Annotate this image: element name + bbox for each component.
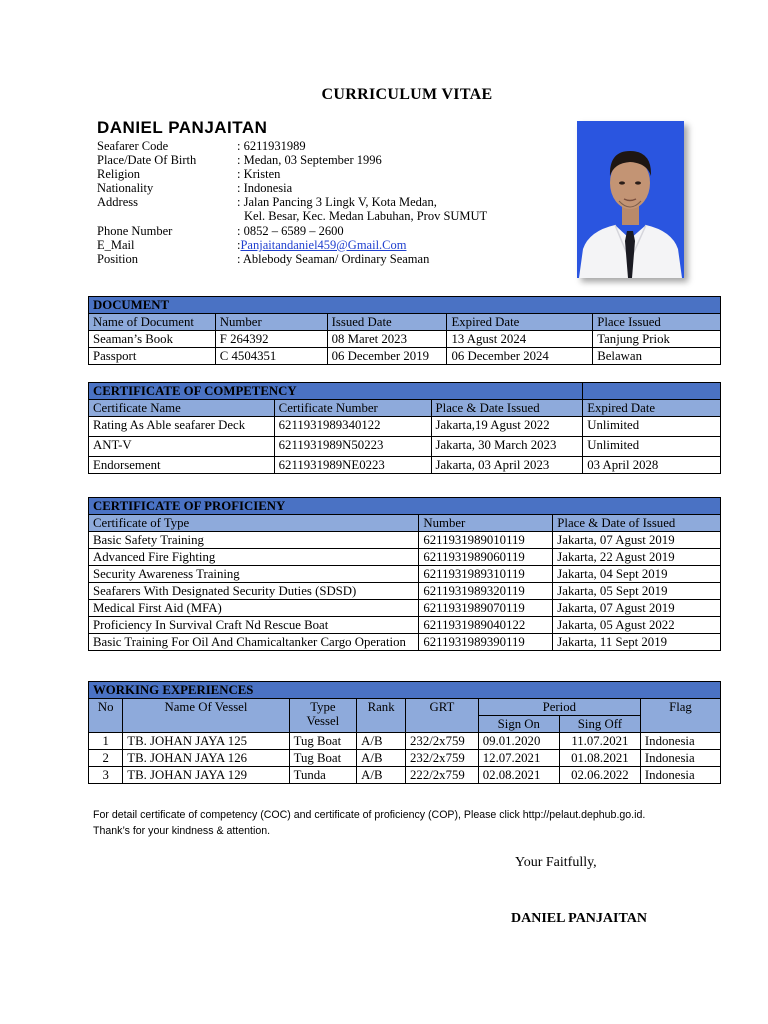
table-cell: A/B (357, 733, 406, 750)
column-header: Sign On (478, 716, 559, 733)
table-cell: Security Awareness Training (89, 566, 419, 583)
closing-text: Your Faitfully, (515, 855, 597, 870)
info-value: Kel. Besar, Kec. Medan Labuhan, Prov SUMUT (244, 209, 488, 224)
info-row (97, 224, 487, 238)
column-header: Expired Date (583, 400, 721, 417)
column-header: Type Vessel (289, 699, 357, 733)
info-value: : Medan, 03 September 1996 (237, 153, 382, 168)
column-header: Place & Date Issued (431, 400, 583, 417)
table-cell: Seafarers With Designated Security Duties (SDSD) (89, 583, 419, 600)
table-cell: TB. JOHAN JAYA 126 (123, 750, 289, 767)
applicant-name: DANIEL PANJAITAN (97, 118, 268, 137)
email-link[interactable]: Panjaitandaniel459@Gmail.Com (240, 237, 407, 252)
column-header: Sing Off (559, 716, 640, 733)
table-cell: Unlimited (583, 437, 721, 457)
table-cell: A/B (357, 767, 406, 784)
table-cell: Endorsement (89, 457, 275, 474)
table-cell: Jakarta, 05 Agust 2022 (553, 617, 721, 634)
info-value: : (237, 237, 241, 252)
table-cell: 02.08.2021 (478, 767, 559, 784)
table-cell: 08 Maret 2023 (327, 331, 447, 348)
profile-photo (577, 121, 684, 278)
table-cell: 01.08.2021 (559, 750, 640, 767)
info-value: : Indonesia (237, 181, 293, 196)
table-cell: Jakarta, 07 Agust 2019 (553, 532, 721, 549)
table-cell: 6211931989320119 (419, 583, 553, 600)
table-cell: Jakarta, 07 Agust 2019 (553, 600, 721, 617)
info-row (97, 252, 487, 266)
table-cell: Basic Safety Training (89, 532, 419, 549)
document-table (88, 296, 721, 365)
column-header: Certificate of Type (89, 515, 419, 532)
table-row (89, 750, 721, 767)
table-cell: Seaman’s Book (89, 331, 216, 348)
table-cell: Jakarta, 30 March 2023 (431, 437, 583, 457)
info-label: E_Mail (97, 237, 135, 252)
table-cell: 232/2x759 (406, 750, 479, 767)
info-row (97, 181, 487, 195)
table-row (89, 532, 721, 549)
column-header: Place Issued (593, 314, 721, 331)
table-cell: 2 (89, 750, 123, 767)
proficiency-table (88, 497, 721, 651)
info-value: : Jalan Pancing 3 Lingk V, Kota Medan, (237, 195, 437, 210)
table-row (89, 549, 721, 566)
column-header: Place & Date of Issued (553, 515, 721, 532)
section-header: WORKING EXPERIENCES (89, 682, 721, 699)
info-value: : Ablebody Seaman/ Ordinary Seaman (237, 251, 430, 266)
table-row (89, 634, 721, 651)
table-cell: Jakarta, 22 Agust 2019 (553, 549, 721, 566)
column-header: Number (419, 515, 553, 532)
column-header: Rank (357, 699, 406, 733)
document-title: CURRICULUM VITAE (321, 86, 493, 103)
personal-info (97, 139, 487, 266)
table-cell: 12.07.2021 (478, 750, 559, 767)
table-cell: TB. JOHAN JAYA 129 (123, 767, 289, 784)
table-cell: 6211931989310119 (419, 566, 553, 583)
table-cell: 6211931989060119 (419, 549, 553, 566)
experience-table (88, 681, 721, 784)
column-header: Name Of Vessel (123, 699, 289, 733)
column-header: No (89, 699, 123, 733)
table-cell: 6211931989390119 (419, 634, 553, 651)
column-header: Issued Date (327, 314, 447, 331)
table-cell: 3 (89, 767, 123, 784)
info-value: : 0852 – 6589 – 2600 (237, 223, 344, 238)
table-row (89, 600, 721, 617)
table-cell: ANT-V (89, 437, 275, 457)
table-cell: 02.06.2022 (559, 767, 640, 784)
info-label: Seafarer Code (97, 139, 169, 153)
portrait-illustration (577, 121, 684, 278)
info-row (97, 139, 487, 153)
table-cell: Belawan (593, 348, 721, 365)
info-label: Place/Date Of Birth (97, 153, 197, 168)
table-row (89, 331, 721, 348)
table-cell: 06 December 2019 (327, 348, 447, 365)
info-row (97, 238, 487, 252)
info-label: Nationality (97, 181, 154, 196)
info-value: : 6211931989 (237, 139, 306, 153)
table-row (89, 617, 721, 634)
table-row (89, 566, 721, 583)
info-row (97, 167, 487, 181)
section-header-blank (583, 383, 721, 400)
info-label: Position (97, 251, 138, 266)
section-header: CERTIFICATE OF PROFICIENY (89, 498, 721, 515)
section-header: CERTIFICATE OF COMPETENCY (89, 383, 583, 400)
table-cell: 6211931989040122 (419, 617, 553, 634)
table-cell: 06 December 2024 (447, 348, 593, 365)
column-header: Certificate Number (274, 400, 431, 417)
table-cell: Tunda (289, 767, 357, 784)
table-cell: 1 (89, 733, 123, 750)
table-cell: 11.07.2021 (559, 733, 640, 750)
column-header: Expired Date (447, 314, 593, 331)
table-row (89, 417, 721, 437)
table-cell: Medical First Aid (MFA) (89, 600, 419, 617)
column-header: GRT (406, 699, 479, 733)
table-cell: Indonesia (640, 733, 720, 750)
table-cell: Proficiency In Survival Craft Nd Rescue Boat (89, 617, 419, 634)
column-header: Period (478, 699, 640, 716)
table-row (89, 583, 721, 600)
table-cell: Unlimited (583, 417, 721, 437)
table-row (89, 457, 721, 474)
table-cell: 6211931989N50223 (274, 437, 431, 457)
table-cell: Jakarta, 04 Sept 2019 (553, 566, 721, 583)
table-cell: Basic Training For Oil And Chamicaltanker Cargo Operation (89, 634, 419, 651)
table-cell: 232/2x759 (406, 733, 479, 750)
footer-thanks: Thank’s for your kindness & attention. (93, 825, 271, 837)
table-row (89, 733, 721, 750)
table-cell: C 4504351 (215, 348, 327, 365)
table-cell: Jakarta, 03 April 2023 (431, 457, 583, 474)
column-header: Number (215, 314, 327, 331)
column-header: Certificate Name (89, 400, 275, 417)
table-cell: TB. JOHAN JAYA 125 (123, 733, 289, 750)
table-cell: Tanjung Priok (593, 331, 721, 348)
table-cell: 09.01.2020 (478, 733, 559, 750)
info-row (97, 195, 487, 209)
table-cell: Rating As Able seafarer Deck (89, 417, 275, 437)
footer-note: For detail certificate of competency (COC) and certificate of proficiency (COP), Please click http://pelaut.dephub.go.id. (93, 809, 646, 821)
table-cell: Jakarta, 05 Sept 2019 (553, 583, 721, 600)
info-row (97, 153, 487, 167)
table-cell: 6211931989010119 (419, 532, 553, 549)
table-cell: A/B (357, 750, 406, 767)
table-cell: Jakarta,19 Agust 2022 (431, 417, 583, 437)
table-cell: Jakarta, 11 Sept 2019 (553, 634, 721, 651)
table-row (89, 767, 721, 784)
signature-name: DANIEL PANJAITAN (511, 911, 647, 926)
table-cell: Tug Boat (289, 750, 357, 767)
table-cell: Indonesia (640, 750, 720, 767)
info-row (97, 209, 487, 223)
column-header: Name of Document (89, 314, 216, 331)
info-label: Religion (97, 167, 141, 182)
table-cell: 6211931989340122 (274, 417, 431, 437)
table-cell: Passport (89, 348, 216, 365)
table-row (89, 437, 721, 457)
competency-table (88, 382, 721, 474)
section-header: DOCUMENT (89, 297, 721, 314)
table-cell: Advanced Fire Fighting (89, 549, 419, 566)
table-cell: 6211931989NE0223 (274, 457, 431, 474)
column-header: Flag (640, 699, 720, 733)
table-cell: 03 April 2028 (583, 457, 721, 474)
table-cell: F 264392 (215, 331, 327, 348)
table-row (89, 348, 721, 365)
info-value: : Kristen (237, 167, 281, 182)
table-cell: 222/2x759 (406, 767, 479, 784)
table-cell: Indonesia (640, 767, 720, 784)
table-cell: 13 Agust 2024 (447, 331, 593, 348)
table-cell: Tug Boat (289, 733, 357, 750)
info-label: Address (97, 195, 138, 210)
info-label: Phone Number (97, 223, 173, 238)
table-cell: 6211931989070119 (419, 600, 553, 617)
